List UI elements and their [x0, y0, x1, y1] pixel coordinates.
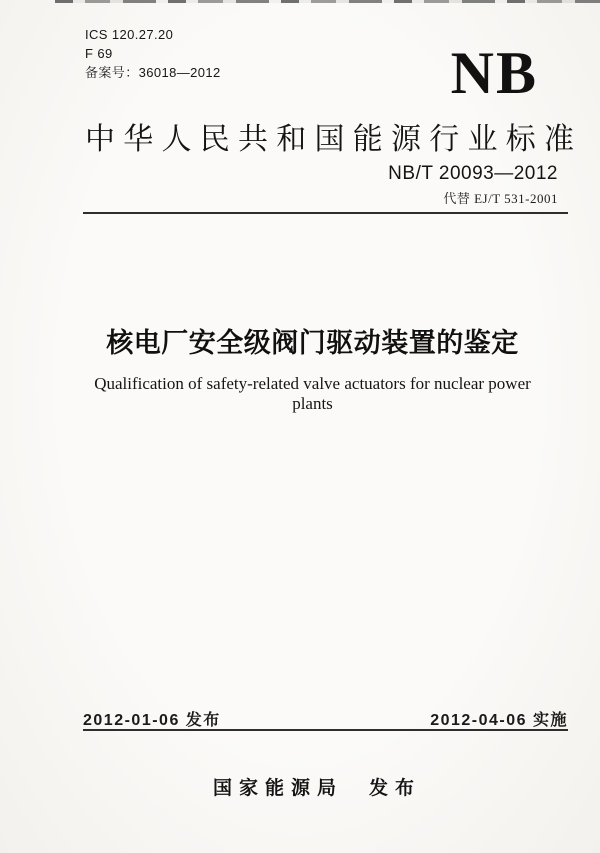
nb-logo: NB — [450, 40, 538, 106]
publisher-name: 国家能源局 — [212, 778, 343, 799]
standard-body-name-char: 中 — [85, 123, 115, 156]
implementation-date: 2012-04-06 实施 — [430, 712, 568, 729]
classification-code: F 69 — [85, 46, 113, 61]
publish-word: 发布 — [369, 778, 422, 799]
standard-body-name-char: 和 — [276, 123, 307, 156]
publisher-line — [83, 773, 551, 800]
standard-number-block — [388, 163, 558, 207]
ics-code: ICS 120.27.20 — [85, 27, 174, 42]
standard-body-name-char: 标 — [505, 123, 536, 156]
footer-rule — [83, 729, 568, 731]
standard-body-name-char: 行 — [429, 123, 460, 156]
standard-number: NB/T 20093—2012 — [388, 163, 558, 184]
standard-body-name-char: 民 — [199, 123, 230, 156]
standard-body-name-char: 华 — [123, 123, 154, 156]
standard-body-name-char: 业 — [467, 123, 498, 156]
ics-block — [85, 25, 221, 82]
standard-body-name-char: 能 — [352, 123, 383, 156]
standard-body-name-char: 人 — [161, 123, 192, 156]
standard-body-name-char: 共 — [238, 123, 268, 156]
standard-body-name-char: 准 — [544, 123, 574, 156]
header-rule — [83, 212, 568, 214]
record-number: 备案号：36018—2012 — [85, 65, 221, 80]
title-english: Qualification of safety-related valve actuators for nuclear power plants — [94, 374, 531, 413]
date-row — [83, 707, 568, 730]
replaces-note: 代替 EJ/T 531-2001 — [443, 191, 558, 206]
standard-body-name-char: 国 — [314, 123, 345, 156]
scan-artifact-top-edge — [55, 0, 600, 3]
issue-date: 2012-01-06 发布 — [83, 712, 221, 729]
standard-body-name — [85, 114, 574, 158]
title-chinese: 核电厂安全级阀门驱动装置的鉴定 — [106, 328, 519, 358]
standard-body-name-char: 源 — [391, 123, 421, 156]
